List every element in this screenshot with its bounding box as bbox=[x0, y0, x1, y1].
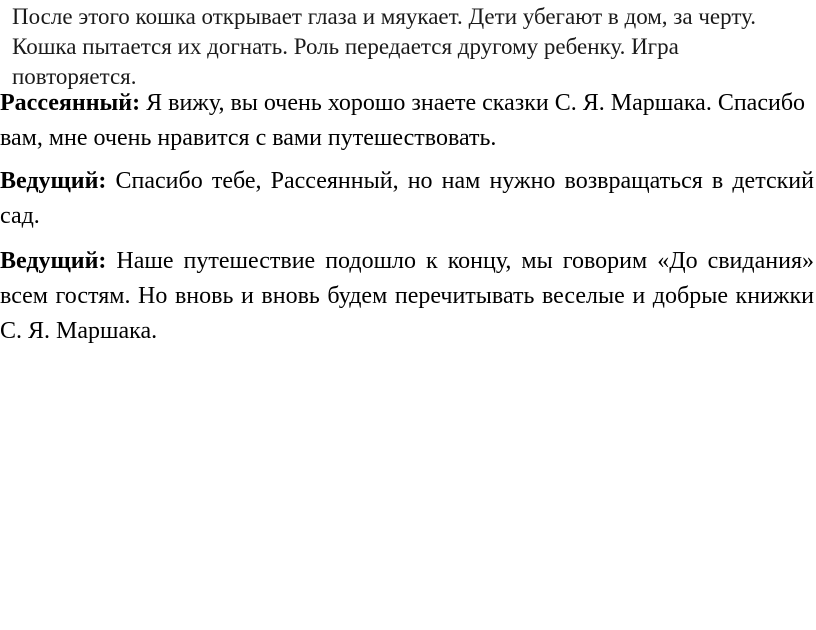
speaker-label: Ведущий: bbox=[0, 168, 107, 194]
speaker-label: Ведущий: bbox=[0, 248, 107, 274]
intro-paragraph: После этого кошка открывает глаза и мяукает. Дети убегают в дом, за черту. Кошка пытается их догнать. Роль передается другому ребенку. Игра повторяется. bbox=[12, 4, 757, 89]
dialogue-paragraph-host-2 bbox=[0, 244, 814, 349]
speaker-label: Рассеянный: bbox=[0, 90, 141, 116]
dialogue-text: Я вижу, вы очень хорошо знаете сказки С. Я. Маршака. Спасибо вам, мне очень нравится с вами путешествовать. bbox=[0, 90, 806, 151]
dialogue-text: Наше путешествие подошло к концу, мы говорим «До свидания» всем гостям. Но вновь и вновь будем перечитывать веселые и добрые книжки С. Я. Маршака. bbox=[0, 248, 814, 344]
dialogue-text: Спасибо тебе, Рассеянный, но нам нужно возвращаться в детский сад. bbox=[0, 168, 814, 229]
dialogue-paragraph-rasseyanny bbox=[0, 86, 814, 156]
dialogue-paragraph-host-1 bbox=[0, 164, 814, 234]
